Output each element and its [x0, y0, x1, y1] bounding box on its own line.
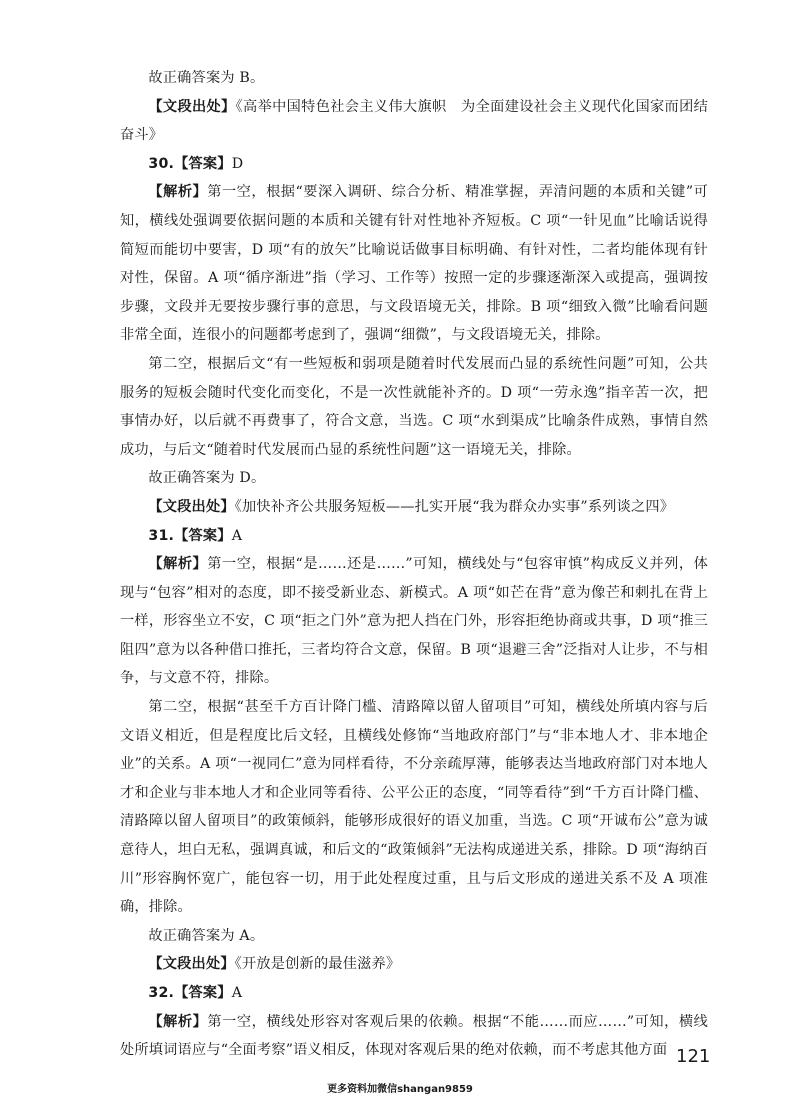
document-body: [120, 64, 711, 1067]
paragraph-text: 《加快补齐公共服务短板——扎实开展“我为群众办实事”系列谈之四》: [234, 498, 675, 515]
paragraph-text: 第一空，根据“是……还是……”可知，横线处与“包容审慎”构成反义并列，体现与“包容”相对的态度，即不接受新业态、新模式。A 项“如芒在背”意为像芒和刺扎在背上一样，形容坐立不安，C 项“拒之门外”意为把人挡在门外，形容拒绝协商或共事，D 项“推三阻四”意为以各种借口推托，三者均符合文意，保留。B 项“退避三舍”泛指对人让步，不与相争，与文意不符，排除。: [120, 556, 708, 687]
paragraph-text: 第一空，横线处形容对客观后果的依赖。根据“不能……而应……”可知，横线处所填词语应与“全面考察”语义相反，体现对客观后果的绝对依赖，而不考虑其他方面: [120, 1013, 708, 1059]
paragraph: [120, 464, 708, 493]
paragraph: [120, 150, 708, 179]
paragraph: [120, 550, 708, 693]
section-tag: 【解析】: [148, 556, 208, 573]
section-tag: 【解析】: [148, 184, 208, 201]
paragraph: [120, 350, 708, 464]
paragraph: [120, 178, 708, 350]
section-tag: 【文段出处】: [148, 956, 235, 973]
paragraph-text: 故正确答案为 B。: [148, 70, 265, 86]
paragraph-text: 第二空，根据“甚至千方百计降门槛、清路障以留人留项目”可知，横线处所填内容与后文语义相近，但是程度比后文轻，且横线处修饰“当地政府部门”与“非本地人才、非本地企业”的关系。A 项“一视同仁”意为同样看待，不分亲疏厚薄，能够表达当地政府部门对本地人才和企业与非本地人才和企业同等看待、公平公正的态度，“同等看待”到“千方百计降门槛、清路障以留人留项目”的政策倾斜，能够形成很好的语义加重，当选。C 项“开诚布公”意为诚意待人，坦白无私，强调真诚，和后文的“政策倾斜”无法构成递进关系，排除。D 项“海纳百川”形容胸怀宽广，能包容一切，用于此处程度过重，且与后文形成的递进关系不及 A 项准确，排除。: [120, 699, 708, 916]
paragraph-text: 第二空，根据后文“有一些短板和弱项是随着时代发展而凸显的系统性问题”可知，公共服务的短板会随时代变化而变化，不是一次性就能补齐的。D 项“一劳永逸”指辛苦一次，把事情办好，以后就不再费事了，符合文意，当选。C 项“水到渠成”比喻条件成熟，事情自然成功，与后文“随着时代发展而凸显的系统性问题”这一语境无关，排除。: [120, 355, 708, 458]
paragraph: [120, 522, 708, 551]
paragraph: [120, 950, 708, 979]
section-tag: 【解析】: [148, 1013, 208, 1030]
paragraph: [120, 693, 708, 922]
paragraph: [120, 979, 708, 1008]
paragraph-text: D: [231, 155, 244, 172]
paragraph: [120, 493, 708, 522]
section-tag: 【文段出处】: [148, 98, 236, 115]
paragraph: [120, 93, 708, 150]
paragraph-text: A: [231, 527, 243, 544]
paragraph: [120, 64, 708, 93]
paragraph-text: 第一空，根据“要深入调研、综合分析、精准掌握，弄清问题的本质和关键”可知，横线处强调要依据问题的本质和关键有针对性地补齐短板。C 项“一针见血”比喻话说得简短而能切中要害，D 项“有的放矢”比喻说话做事目标明确、有针对性，二者均能体现有针对性，保留。A 项“循序渐进”指（学习、工作等）按照一定的步骤逐渐深入或提高，强调按步骤，文段并无要按步骤行事的意思，与文段语境无关，排除。B 项“细致入微”比喻看问题非常全面，连很小的问题都考虑到了，强调“细微”，与文段语境无关，排除。: [120, 184, 708, 344]
footer-note: 更多资料加微信shangan9859: [327, 1084, 473, 1095]
section-tag: 32.【答案】: [148, 985, 232, 1001]
section-tag: 【文段出处】: [148, 498, 235, 515]
paragraph-text: 《开放是创新的最佳滋养》: [234, 956, 401, 973]
section-tag: 31.【答案】: [148, 527, 232, 544]
paragraph-text: A: [231, 985, 243, 1001]
page-number: 121: [676, 1046, 711, 1067]
paragraph-text: 故正确答案为 A。: [148, 927, 265, 944]
section-tag: 30.【答案】: [148, 155, 232, 172]
paragraph: [120, 922, 708, 951]
paragraph-text: 《高举中国特色社会主义伟大旗帜 为全面建设社会主义现代化国家而团结奋斗》: [120, 98, 708, 144]
paragraph: [120, 1008, 711, 1067]
paragraph-text: 故正确答案为 D。: [148, 470, 266, 487]
